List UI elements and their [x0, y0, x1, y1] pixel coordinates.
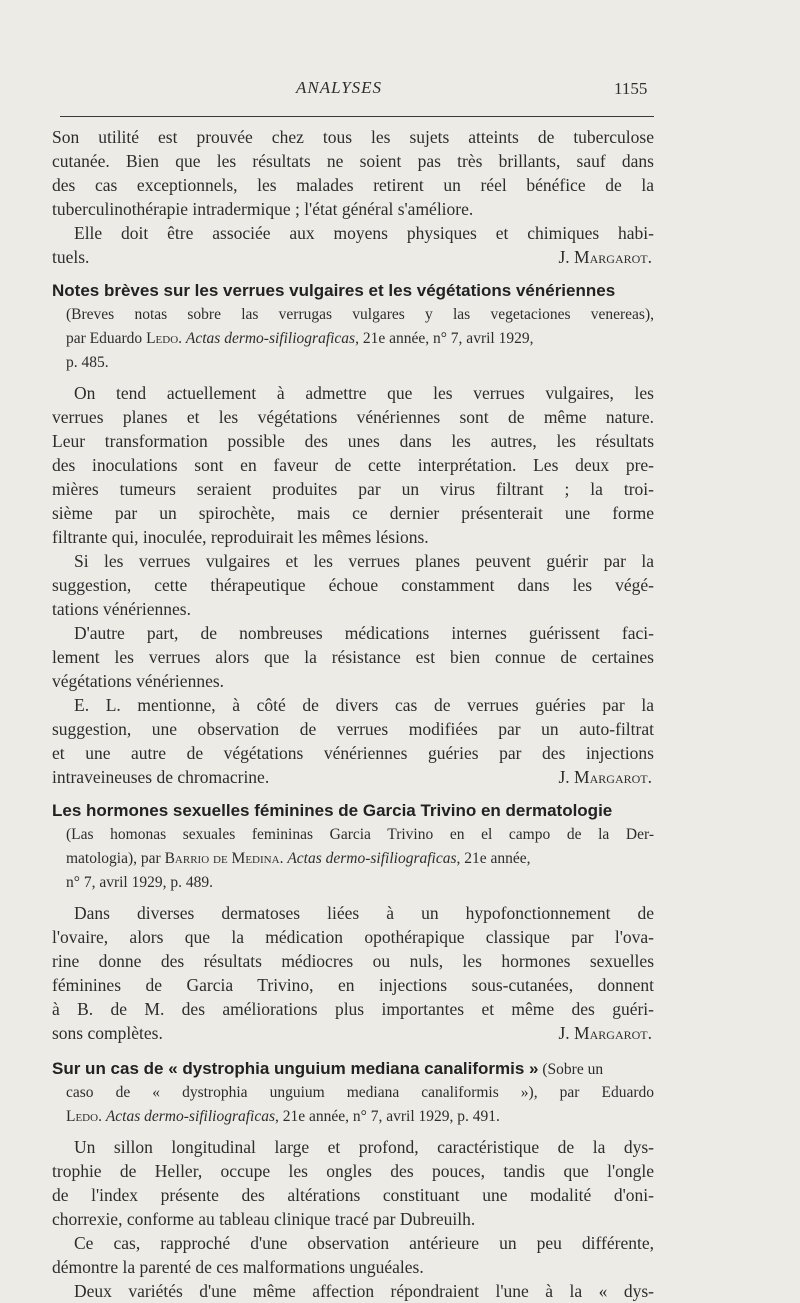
citation-author: Ledo — [66, 1108, 99, 1125]
text-line: Leur transformation possible des unes dans les autres, les résultats — [52, 431, 654, 451]
citation-line — [52, 327, 654, 351]
text-line-end: intraveineuses de chromacrine. — [52, 767, 270, 787]
author-signature: J. Margarot. — [558, 767, 652, 787]
text-line: sième par un spirochète, mais ce dernier présenterait une forme — [52, 503, 654, 523]
text-line-signed — [52, 1021, 654, 1045]
citation-text: , 21e année, — [456, 850, 531, 867]
text-line-signed — [52, 765, 654, 789]
text-line: Elle doit être associée aux moyens physiques et chimiques habi- — [74, 223, 654, 243]
citation-line — [52, 847, 654, 871]
text-line: mières tumeurs seraient produites par un virus filtrant ; la troi- — [52, 479, 654, 499]
text-line: filtrante qui, inoculée, reproduirait les mêmes lésions. — [52, 527, 429, 547]
text-line: tations vénériennes. — [52, 599, 191, 619]
text-line: verrues planes et les végétations vénériennes sont de même nature. — [52, 407, 654, 427]
article-heading: Les hormones sexuelles féminines de Garcia Trivino en dermatologie — [52, 801, 613, 820]
text-line: Deux variétés d'une même affection répondraient l'une à la « dys- — [74, 1281, 654, 1301]
article-dystrophia — [52, 1055, 654, 1303]
citation-line: (Las homonas sexuales femininas Garcia Trivino en el campo de la Der- — [66, 826, 654, 843]
text-line: à B. de M. des améliorations plus importantes et même des guéri- — [52, 999, 654, 1019]
page-body — [52, 125, 654, 1303]
citation-line: n° 7, avril 1929, p. 489. — [66, 874, 213, 891]
text-line: Son utilité est prouvée chez tous les sujets atteints de tuberculose — [52, 127, 654, 147]
text-line: Ce cas, rapproché d'une observation antérieure un peu différente, — [74, 1233, 654, 1253]
text-line: tuberculinothérapie intradermique ; l'état général s'améliore. — [52, 199, 474, 219]
article-heading: Notes brèves sur les verrues vulgaires et les végétations vénériennes — [52, 281, 616, 300]
citation-author: Ledo — [146, 330, 179, 347]
text-line-signed — [52, 245, 654, 269]
citation-text: . — [279, 850, 288, 867]
citation-author: Barrio de Medina — [164, 850, 280, 867]
text-line: rine donne des résultats médiocres ou nuls, les hormones sexuelles — [52, 951, 654, 971]
citation-text: . — [178, 330, 186, 347]
journal-title: Actas dermo-sifiliograficas — [185, 330, 356, 347]
article-heading-title: Sur un cas de « dystrophia unguium mediana canaliformis » — [52, 1059, 539, 1078]
citation-line — [52, 1105, 654, 1129]
citation-text: , 21e année, n° 7, avril 1929, p. 491. — [275, 1108, 500, 1125]
text-line: des cas exceptionnels, les malades retirent un réel bénéfice de la — [52, 175, 654, 195]
text-line: On tend actuellement à admettre que les verrues vulgaires, les — [74, 383, 654, 403]
text-line: Dans diverses dermatoses liées à un hypofonctionnement de — [74, 903, 654, 923]
text-line-end: tuels. — [52, 247, 90, 267]
page-number: 1155 — [614, 79, 648, 98]
text-line: lement les verrues alors que la résistance est bien connue de certaines — [52, 647, 654, 667]
text-line: des inoculations sont en faveur de cette interprétation. Les deux pre- — [52, 455, 654, 475]
running-head — [0, 78, 800, 102]
text-line: suggestion, cette thérapeutique échoue constamment dans les végé- — [52, 575, 654, 595]
article-verrues — [52, 279, 654, 789]
text-line: E. L. mentionne, à côté de divers cas de verrues guéries par la — [74, 695, 654, 715]
citation-line: caso de « dystrophia unguium mediana canaliformis »), par Eduardo — [66, 1084, 654, 1101]
author-signature: J. Margarot. — [558, 1023, 652, 1043]
citation-text: matologia), par — [66, 850, 165, 867]
citation-text: , 21e année, n° 7, avril 1929, — [355, 330, 534, 347]
author-signature: J. Margarot. — [558, 247, 652, 267]
citation-line: p. 485. — [66, 354, 109, 371]
text-line: suggestion, une observation de verrues modifiées par un auto-filtrat — [52, 719, 654, 739]
text-line: de l'index présente des altérations constituant une modalité d'oni- — [52, 1185, 654, 1205]
citation-line: (Breves notas sobre las verrugas vulgares y las vegetaciones venereas), — [66, 306, 654, 323]
header-rule — [60, 116, 654, 117]
text-line: féminines de Garcia Trivino, en injections sous-cutanées, donnent — [52, 975, 654, 995]
article-heading-rest: (Sobre un — [538, 1061, 604, 1078]
text-line: et une autre de végétations vénériennes guéries par des injections — [52, 743, 654, 763]
text-line: chorrexie, conforme au tableau clinique tracé par Dubreuilh. — [52, 1209, 476, 1229]
article-heading — [52, 1055, 654, 1081]
citation-text: . — [98, 1108, 106, 1125]
text-line: trophie de Heller, occupe les ongles des pouces, tandis que l'ongle — [52, 1161, 654, 1181]
text-line: végétations vénériennes. — [52, 671, 225, 691]
journal-title: Actas dermo-sifiliograficas — [287, 850, 457, 867]
intro-paragraph — [52, 125, 654, 269]
journal-title: Actas dermo-sifiliograficas — [105, 1108, 276, 1125]
text-line: Si les verrues vulgaires et les verrues planes peuvent guérir par la — [74, 551, 654, 571]
running-head-title: ANALYSES — [296, 78, 383, 97]
text-line: l'ovaire, alors que la médication opothérapique classique par l'ova- — [52, 927, 654, 947]
text-line: D'autre part, de nombreuses médications internes guérissent faci- — [74, 623, 654, 643]
article-hormones — [52, 799, 654, 1045]
text-line: démontre la parenté de ces malformations unguéales. — [52, 1257, 424, 1277]
citation-text: par Eduardo — [66, 330, 147, 347]
text-line-end: sons complètes. — [52, 1023, 163, 1043]
text-line: cutanée. Bien que les résultats ne soient pas très brillants, sauf dans — [52, 151, 654, 171]
text-line: Un sillon longitudinal large et profond, caractéristique de la dys- — [74, 1137, 654, 1157]
